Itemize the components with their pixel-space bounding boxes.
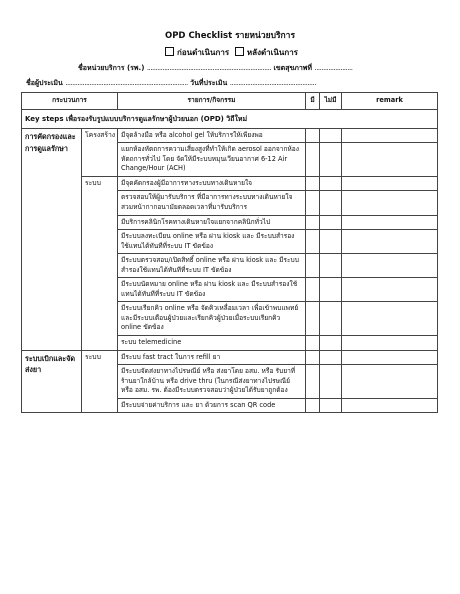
phase-options	[0, 46, 460, 59]
no-cell[interactable]	[320, 350, 342, 365]
yes-cell[interactable]	[306, 230, 320, 254]
no-cell[interactable]	[320, 278, 342, 302]
remark-cell[interactable]	[342, 302, 438, 336]
yes-cell[interactable]	[306, 128, 320, 143]
date-field[interactable]: ..................................................	[229, 79, 316, 87]
remark-cell[interactable]	[342, 254, 438, 278]
col-header-items: รายการ/กิจกรรม	[118, 93, 306, 110]
unit-label: ชื่อหน่วยบริการ (รพ.)	[78, 64, 145, 72]
checklist-item: มีระบบลงทะเบียน online หรือ ผ่าน kiosk และ มีระบบสำรองใช้แทนได้ทันทีที่ระบบ IT ขัดข้อง	[118, 230, 306, 254]
col-header-remark: remark	[342, 93, 438, 110]
district-label: เขตสุขภาพที่	[273, 64, 313, 72]
yes-cell[interactable]	[306, 176, 320, 191]
remark-cell[interactable]	[342, 398, 438, 413]
checklist-item: มีระบบจัดส่งยาทางไปรษณีย์ หรือ ส่งยาโดย อสม. หรือ รับยาที่ร้านยาใกล้บ้าน หรือ drive thru (ในกรณีส่งยาทางไปรษณีย์ หรือ อสม. รพ. ต้องมีระบบตรวจสอบว่าผู้ป่วยได้รับยาถูกต้อง	[118, 365, 306, 399]
after-checkbox[interactable]	[235, 47, 244, 56]
no-cell[interactable]	[320, 365, 342, 399]
no-cell[interactable]	[320, 215, 342, 230]
assessor-label: ชื่อผู้ประเมิน	[26, 79, 63, 87]
remark-cell[interactable]	[342, 230, 438, 254]
key-steps-text: Key steps เพื่อรองรับรูปแบบบริการดูแลรักษาผู้ป่วยนอก (OPD) วิถีใหม่	[22, 109, 438, 128]
no-cell[interactable]	[320, 398, 342, 413]
district-field[interactable]: ......................	[314, 64, 353, 72]
yes-cell[interactable]	[306, 254, 320, 278]
checklist-item: มีระบบนัดหมาย online หรือ ผ่าน kiosk และ มีระบบสำรองใช้แทนได้ทันทีที่ระบบ IT ขัดข้อง	[118, 278, 306, 302]
table-row	[22, 350, 438, 365]
remark-cell[interactable]	[342, 335, 438, 350]
yes-cell[interactable]	[306, 143, 320, 177]
checklist-item: มีระบบ fast tract ในการ refill ยา	[118, 350, 306, 365]
no-cell[interactable]	[320, 302, 342, 336]
col-header-yes: มี	[306, 93, 320, 110]
no-cell[interactable]	[320, 128, 342, 143]
subgroup-structure: โครงสร้าง	[82, 128, 118, 176]
no-cell[interactable]	[320, 335, 342, 350]
remark-cell[interactable]	[342, 143, 438, 177]
checklist-item: มีจุดคัดกรองผู้มีอาการทางระบบทางเดินหายใจ	[118, 176, 306, 191]
before-label: ก่อนดำเนินการ	[177, 48, 230, 57]
table-header-row	[22, 93, 438, 110]
unit-field-row	[78, 63, 352, 74]
checklist-item: แยกห้องหัตถการความเสี่ยงสูงที่ทำให้เกิด aerosol ออกจากห้องหัตถการทั่วไป โดย จัดให้มีระบบหมุนเวียนอากาศ 6-12 Air Change/Hour (ACH)	[118, 143, 306, 177]
no-cell[interactable]	[320, 254, 342, 278]
before-checkbox[interactable]	[165, 47, 174, 56]
remark-cell[interactable]	[342, 128, 438, 143]
yes-cell[interactable]	[306, 278, 320, 302]
date-label: วันที่ประเมิน	[190, 79, 228, 87]
after-label: หลังดำเนินการ	[246, 48, 298, 57]
checklist-item: ระบบ telemedicine	[118, 335, 306, 350]
remark-cell[interactable]	[342, 278, 438, 302]
col-header-process: กระบวนการ	[22, 93, 118, 110]
checklist-item: มีจุดล้างมือ หรือ alcohol gel ให้บริการให้เพียงพอ	[118, 128, 306, 143]
yes-cell[interactable]	[306, 191, 320, 215]
remark-cell[interactable]	[342, 350, 438, 365]
remark-cell[interactable]	[342, 215, 438, 230]
col-header-no: ไม่มี	[320, 93, 342, 110]
subgroup-system: ระบบ	[82, 350, 118, 413]
checklist-item: มีระบบจ่ายค่าบริการ และ ยา ด้วยการ scan QR code	[118, 398, 306, 413]
unit-field[interactable]: ........................................................................	[146, 64, 272, 72]
checklist-item: มีระบบตรวจสอบ/เปิดสิทธิ์ online หรือ ผ่าน kiosk และ มีระบบสำรองใช้แทนได้ทันทีที่ระบบ IT ขัดข้อง	[118, 254, 306, 278]
table-row	[22, 176, 438, 191]
checklist-table	[21, 92, 438, 413]
assessor-field-row	[26, 78, 316, 89]
yes-cell[interactable]	[306, 335, 320, 350]
no-cell[interactable]	[320, 230, 342, 254]
assessor-field[interactable]: .......................................................................	[65, 79, 188, 87]
remark-cell[interactable]	[342, 176, 438, 191]
no-cell[interactable]	[320, 176, 342, 191]
yes-cell[interactable]	[306, 302, 320, 336]
remark-cell[interactable]	[342, 365, 438, 399]
process-dispensing: ระบบเบิกและจัดส่งยา	[22, 350, 82, 413]
table-row	[22, 128, 438, 143]
yes-cell[interactable]	[306, 215, 320, 230]
remark-cell[interactable]	[342, 191, 438, 215]
key-steps-row	[22, 109, 438, 128]
no-cell[interactable]	[320, 191, 342, 215]
checklist-item: มีบริการคลินิกโรคทางเดินหายใจแยกจากคลินิกทั่วไป	[118, 215, 306, 230]
yes-cell[interactable]	[306, 365, 320, 399]
process-screening: การคัดกรองและการดูแลรักษา	[22, 128, 82, 350]
no-cell[interactable]	[320, 143, 342, 177]
checklist-item: มีระบบเรียกคิว online หรือ จัดคิวเหลื่อมเวลา เพื่อเข้าพบแพทย์ และมีระบบเตือนผู้ป่วยและเรียกคิวผู้ป่วยเมื่อระบบเรียกคิว online ขัดข้อง	[118, 302, 306, 336]
page-title: OPD Checklist รายหน่วยบริการ	[164, 31, 296, 41]
checklist-item: ตรวจสอบให้ผู้มารับบริการ ที่มีอาการทางระบบทางเดินหายใจ สวมหน้ากากอนามัยตลอดเวลาที่มารับบริการ	[118, 191, 306, 215]
yes-cell[interactable]	[306, 350, 320, 365]
subgroup-system: ระบบ	[82, 176, 118, 350]
yes-cell[interactable]	[306, 398, 320, 413]
